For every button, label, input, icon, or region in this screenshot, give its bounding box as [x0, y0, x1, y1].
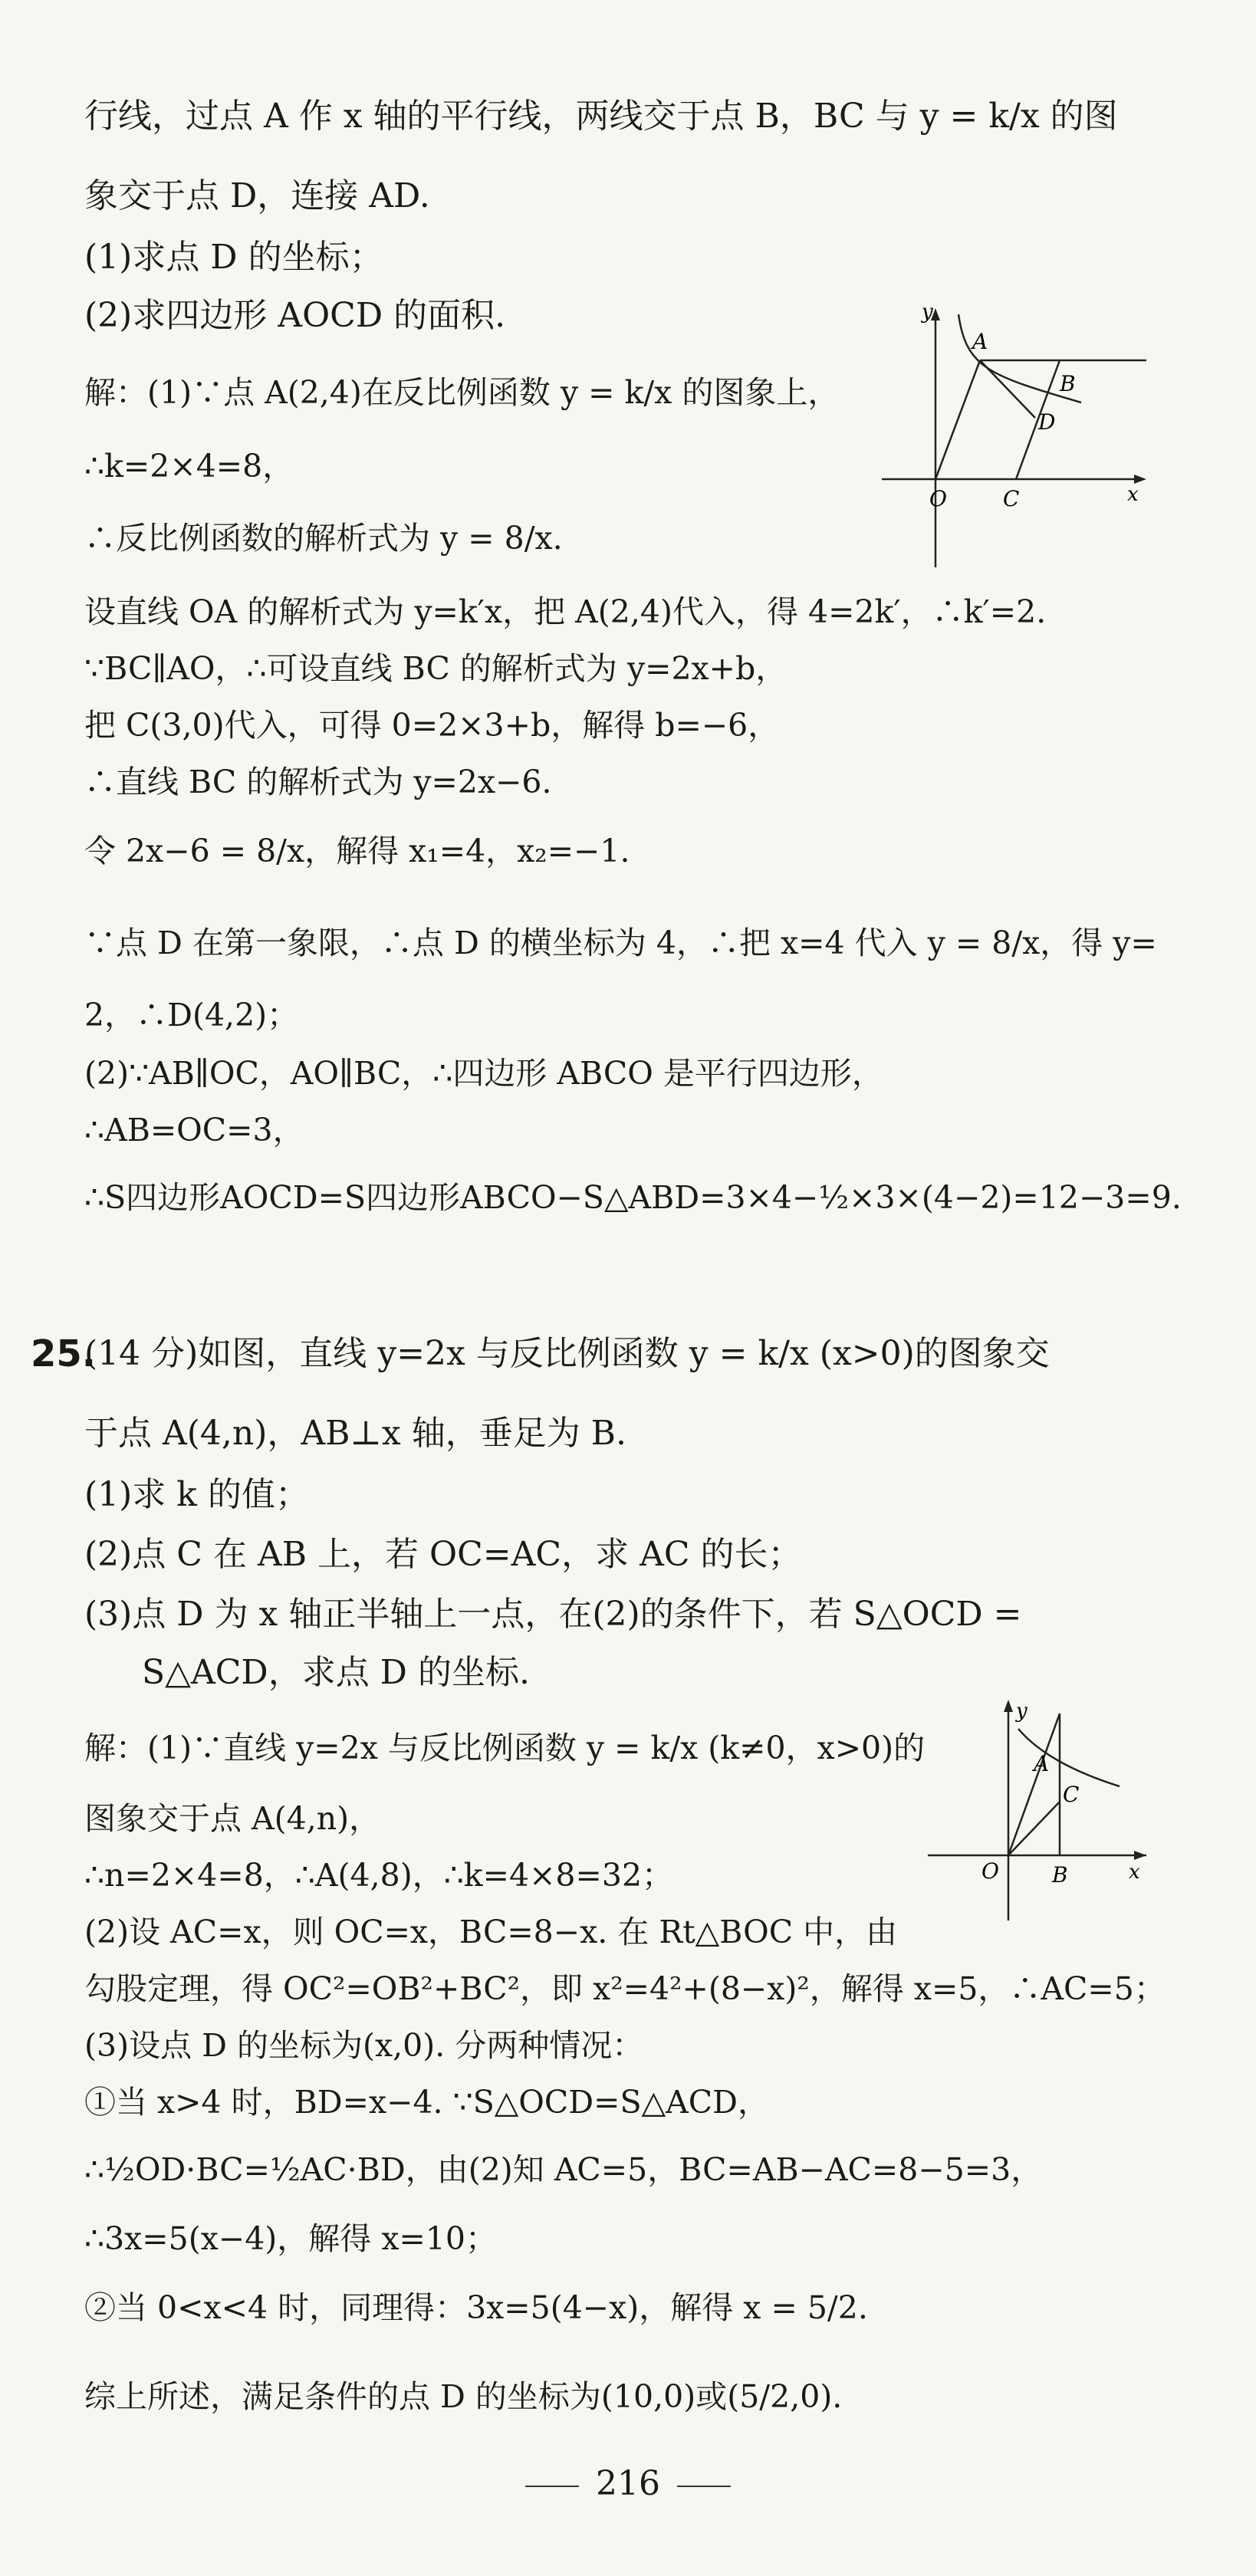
page-number-dash-right	[677, 2486, 731, 2487]
label-A: A	[1034, 1751, 1050, 1776]
q25-part2-question: (2)点 C 在 AB 上，若 OC=AC，求 AC 的长；	[84, 1535, 802, 1574]
q25-solution-line-2: 图象交于点 A(4,n)，	[84, 1800, 381, 1837]
q25-solution-line-5: 勾股定理，得 OC²=OB²+BC²，即 x²=4²+(8−x)²，解得 x=5，∴AC=5；	[84, 1970, 1166, 2007]
q24-coordinate-figure	[882, 299, 1150, 583]
label-D: D	[1038, 409, 1056, 435]
q24-solution-line-7: ∴直线 BC 的解析式为 y=2x−6.	[84, 764, 552, 800]
q24-solution-line-5: ∵BC∥AO，∴可设直线 BC 的解析式为 y=2x+b，	[84, 650, 787, 687]
q24-solution-line-3: ∴反比例函数的解析式为 y = 8/x.	[84, 520, 563, 557]
q25-stem-line-1: (14 分)如图，直线 y=2x 与反比例函数 y = k/x (x>0)的图象交	[84, 1334, 1050, 1373]
q24-solution-line-12: ∴AB=OC=3，	[84, 1112, 304, 1148]
q25-solution-line-7: ①当 x>4 时，BD=x−4. ∵S△OCD=S△ACD，	[84, 2084, 769, 2121]
label-O: O	[981, 1858, 999, 1884]
label-y: y	[1016, 1700, 1027, 1723]
q24-solution-line-6: 把 C(3,0)代入，可得 0=2×3+b，解得 b=−6，	[84, 707, 780, 744]
q24-solution-line-4: 设直线 OA 的解析式为 y=k′x，把 A(2,4)代入，得 4=2k′，∴k′=2.	[84, 593, 1047, 630]
question-number: 25.	[31, 1332, 97, 1375]
q25-part3-question-cont: S△ACD，求点 D 的坐标.	[142, 1653, 530, 1692]
label-C: C	[1063, 1782, 1080, 1807]
label-C: C	[1003, 486, 1020, 511]
q24-line-2: 象交于点 D，连接 AD.	[84, 176, 430, 215]
q24-solution-line-1: 解：(1)∵点 A(2,4)在反比例函数 y = k/x 的图象上，	[84, 374, 840, 411]
q25-solution-line-1: 解：(1)∵直线 y=2x 与反比例函数 y = k/x (k≠0，x>0)的	[84, 1730, 926, 1766]
label-B: B	[1052, 1862, 1068, 1888]
label-y: y	[922, 301, 933, 324]
q25-solution-line-8: ∴½OD·BC=½AC·BD，由(2)知 AC=5，BC=AB−AC=8−5=3，	[84, 2151, 1043, 2188]
label-x: x	[1127, 483, 1139, 506]
q25-coordinate-figure	[928, 1698, 1150, 1928]
q24-solution-line-11: (2)∵AB∥OC，AO∥BC，∴四边形 ABCO 是平行四边形，	[84, 1055, 883, 1092]
q25-solution-line-3: ∴n=2×4=8，∴A(4,8)，∴k=4×8=32；	[84, 1857, 674, 1894]
q25-solution-line-4: (2)设 AC=x，则 OC=x，BC=8−x. 在 Rt△BOC 中，由	[84, 1914, 898, 1950]
page-number: 216	[596, 2464, 660, 2503]
label-B: B	[1060, 371, 1076, 396]
q25-solution-line-11: 综上所述，满足条件的点 D 的坐标为(10,0)或(5/2,0).	[84, 2378, 843, 2415]
q24-solution-line-13: ∴S四边形AOCD=S四边形ABCO−S△ABD=3×4−½×3×(4−2)=12−3=9.	[84, 1179, 1182, 1216]
q25-solution-line-6: (3)设点 D 的坐标为(x,0). 分两种情况：	[84, 2027, 644, 2064]
q24-solution-line-10: 2，∴D(4,2)；	[84, 997, 299, 1033]
page-number-footer	[0, 2461, 1256, 2507]
q25-part3-question: (3)点 D 为 x 轴正半轴上一点，在(2)的条件下，若 S△OCD =	[84, 1595, 1022, 1634]
label-x: x	[1129, 1861, 1140, 1884]
q25-part1-question: (1)求 k 的值；	[84, 1475, 309, 1514]
page-number-dash-left	[525, 2486, 579, 2487]
q25-solution-line-10: ②当 0<x<4 时，同理得：3x=5(4−x)，解得 x = 5/2.	[84, 2289, 868, 2326]
q24-solution-line-8: 令 2x−6 = 8/x，解得 x₁=4，x₂=−1.	[84, 833, 630, 869]
q25-stem-line-2: 于点 A(4,n)，AB⊥x 轴，垂足为 B.	[84, 1414, 627, 1453]
label-A: A	[972, 329, 988, 354]
q24-part2-question: (2)求四边形 AOCD 的面积.	[84, 296, 506, 335]
q24-solution-line-2: ∴k=2×4=8，	[84, 448, 294, 485]
q24-line-1: 行线，过点 A 作 x 轴的平行线，两线交于点 B，BC 与 y = k/x 的图	[84, 97, 1118, 136]
label-O: O	[929, 486, 947, 511]
q24-part1-question: (1)求点 D 的坐标；	[84, 238, 383, 277]
q24-solution-line-9: ∵点 D 在第一象限，∴点 D 的横坐标为 4，∴把 x=4 代入 y = 8/x，得 y=	[84, 925, 1157, 961]
q25-solution-line-9: ∴3x=5(x−4)，解得 x=10；	[84, 2220, 497, 2257]
